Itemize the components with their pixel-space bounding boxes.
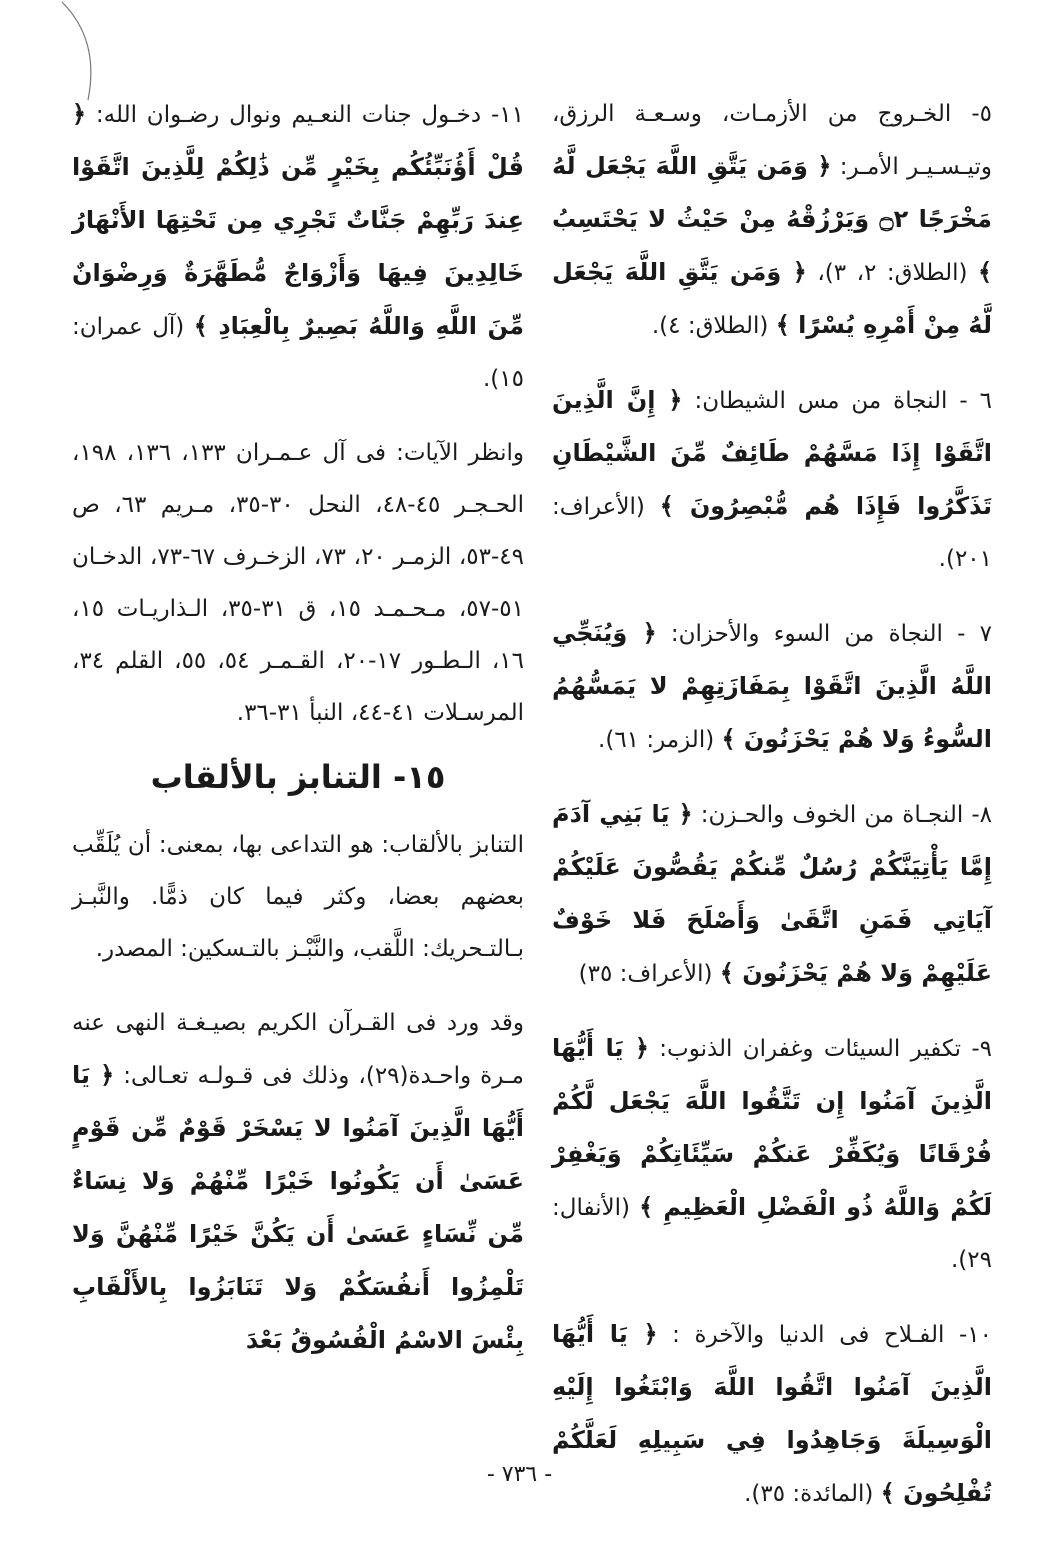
page-number: - ٧٣٦ -: [486, 1462, 553, 1487]
item-10-ref: (المائدة: ٣٥).: [744, 1481, 881, 1507]
definition-paragraph: التنابز بالألقاب: هو التداعى بها، بمعنى: أن يُلَقِّب بعضهم بعضا، وكثر فيما كان ذمًّا. والنَّبـز بـالتـحريك: اللَّقب، والنَّبْـز بالتـسكين: المصدر.: [72, 832, 524, 962]
item-7-ref: (الزمر: ٦١).: [598, 727, 722, 753]
item-7-lead: ٧ - النجاة من السوء والأحزان:: [656, 621, 992, 647]
item-5-ref: (الطلاق: ٢، ٣)،: [806, 260, 978, 286]
item-6: [552, 374, 992, 585]
item-9: [552, 1022, 992, 1286]
item-9-ref: (الأنفال: ٢٩).: [552, 1195, 992, 1273]
item-6-ref: (الأعراف: ٢٠١).: [552, 494, 992, 572]
item-9-verse: ﴿ يَا أَيُّهَا الَّذِينَ آمَنُوا إِن تَتَّقُوا اللَّهَ يَجْعَل لَّكُمْ فُرْقَانًا وَيُكَفِّرْ عَنكُمْ سَيِّئَاتِكُمْ وَيَغْفِرْ لَكُمْ وَاللَّهُ ذُو الْفَضْلِ الْعَظِيمِ ﴾: [552, 1034, 992, 1221]
item-9-lead: ٩- تكفير السيئات وغفران الذنوب:: [648, 1036, 993, 1062]
item-5-lead: ٥- الخـروج من الأزمـات، وسـعـة الرزق، وتيـسـيـر الأمـر:: [552, 101, 992, 180]
item-6-verse: ﴿ إِنَّ الَّذِينَ اتَّقَوْا إِذَا مَسَّهُمْ طَائِفٌ مِّنَ الشَّيْطَانِ تَذَكَّرُوا فَإِذَا هُم مُّبْصِرُونَ ﴾: [552, 386, 992, 520]
hujurat-verse: ﴿ يَا أَيُّهَا الَّذِينَ آمَنُوا لا يَسْخَرْ قَوْمٌ مِّن قَوْمٍ عَسَىٰ أَن يَكُونُوا خَيْرًا مِّنْهُمْ وَلا نِسَاءٌ مِّن نِّسَاءٍ عَسَىٰ أَن يَكُنَّ خَيْرًا مِّنْهُنَّ وَلا تَلْمِزُوا أَنفُسَكُمْ وَلا تَنَابَزُوا بِالأَلْقَابِ بِئْسَ الاسْمُ الْفُسُوقُ بَعْدَ: [72, 1061, 524, 1354]
quran-mention-paragraph: [72, 997, 524, 1367]
intro-text: وقد ورد فى القـرآن الكريم بصيـغـة النهى عنه مـرة واحـدة(٢٩)، وذلك فى قـولـه تعـالى:: [72, 1010, 524, 1089]
section-heading: ١٥- التنابز بالألقاب: [150, 758, 446, 796]
item-8-ref: (الأعراف: ٣٥): [578, 961, 720, 987]
right-column: [552, 88, 992, 1520]
item-8: [552, 788, 992, 1000]
item-5-verse-2: ﴿ وَمَن يَتَّقِ اللَّهَ يَجْعَل لَّهُ مِنْ أَمْرِهِ يُسْرًا ﴾: [552, 258, 992, 339]
item-10: [552, 1308, 992, 1520]
item-11: [72, 88, 524, 405]
item-5-ref-2: (الطلاق: ٤).: [651, 313, 776, 339]
item-8-verse: ﴿ يَا بَنِي آدَمَ إِمَّا يَأْتِيَنَّكُمْ رُسُلٌ مِّنكُمْ يَقُصُّونَ عَلَيْكُمْ آيَاتِي فَمَنِ اتَّقَىٰ وَأَصْلَحَ فَلا خَوْفٌ عَلَيْهِمْ وَلا هُمْ يَحْزَنُونَ ﴾: [552, 800, 992, 987]
item-11-verse: ﴿ قُلْ أَؤُنَبِّئُكُم بِخَيْرٍ مِّن ذَٰلِكُمْ لِلَّذِينَ اتَّقَوْا عِندَ رَبِّهِمْ جَنَّاتٌ تَجْرِي مِن تَحْتِهَا الأَنْهَارُ خَالِدِينَ فِيهَا وَأَزْوَاجٌ مُّطَهَّرَةٌ وَرِضْوَانٌ مِّنَ اللَّهِ وَاللَّهُ بَصِيرٌ بِالْعِبَادِ ﴾: [72, 100, 524, 340]
item-10-verse: ﴿ يَا أَيُّهَا الَّذِينَ آمَنُوا اتَّقُوا اللَّهَ وَابْتَغُوا إِلَيْهِ الْوَسِيلَةَ وَجَاهِدُوا فِي سَبِيلِهِ لَعَلَّكُمْ تُفْلِحُونَ ﴾: [552, 1320, 992, 1507]
item-11-lead: ١١- دخـول جنات النعـيم ونوال رضـوان الله:: [86, 102, 524, 128]
item-10-lead: ١٠- الفـلاح فى الدنيا والآخرة :: [657, 1322, 992, 1348]
left-column: [72, 88, 524, 1367]
see-also-verses: وانظر الآيات: فى آل عـمـران ١٣٣، ١٣٦، ١٩٨، الحـجـر ٤٥-٤٨، النحل ٣٠-٣٥، مـريم ٦٣، ص ٤٩-٥٣، الزمـر ٢٠، ٧٣، الزخـرف ٦٧-٧٣، الدخـان ٥١-٥٧، مـحـمـد ١٥، ق ٣١-٣٥، الـذاريـات ١٥، ١٦، الـطـور ١٧-٢٠، القـمـر ٥٤، ٥٥، القلم ٣٤، المرسـلات ٤١-٤٤، النبأ ٣١-٣٦.: [72, 440, 525, 726]
item-5: [552, 88, 992, 352]
item-7-verse: ﴿ وَيُنَجِّي اللَّهُ الَّذِينَ اتَّقَوْا بِمَفَازَتِهِمْ لا يَمَسُّهُمُ السُّوءُ وَلا هُمْ يَحْزَنُونَ ﴾: [552, 619, 992, 753]
item-11-ref: (آل عمران: ١٥).: [72, 314, 524, 392]
item-8-lead: ٨- النجـاة من الخوف والحـزن:: [692, 802, 992, 828]
item-7: [552, 607, 992, 766]
item-6-lead: ٦ - النجاة من مس الشيطان:: [682, 388, 992, 414]
item-5-verse: ﴿ وَمَن يَتَّقِ اللَّهَ يَجْعَل لَّهُ مَخْرَجًا ۝٢ وَيَرْزُقْهُ مِنْ حَيْثُ لا يَحْتَسِبُ ﴾: [552, 152, 993, 286]
